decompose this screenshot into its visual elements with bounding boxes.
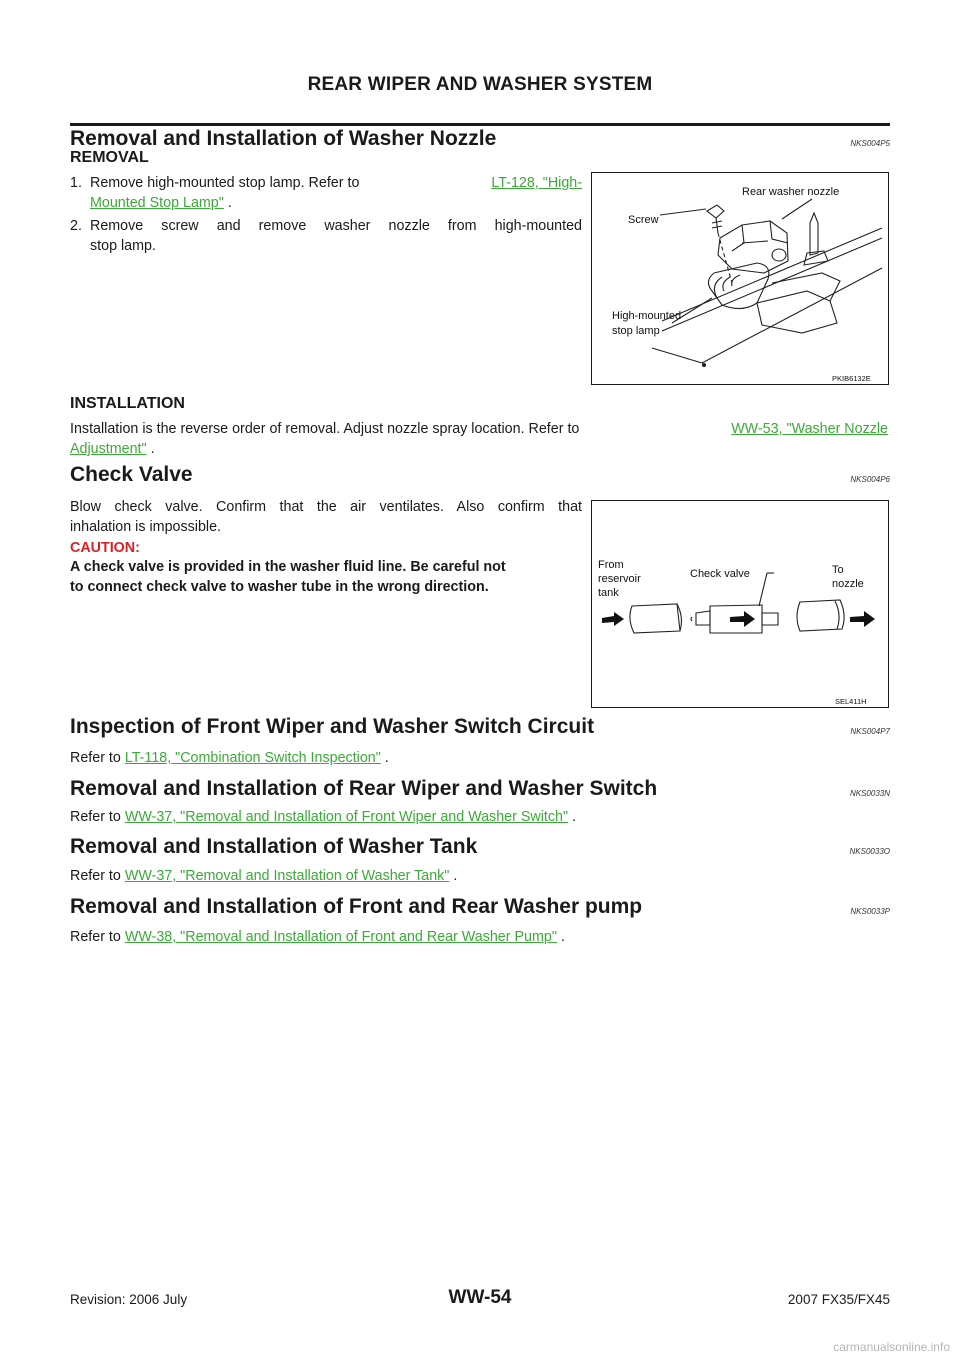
removal-step-2 xyxy=(70,216,582,256)
refer-to-text: Refer to xyxy=(70,809,125,825)
caution-label: CAUTION: xyxy=(70,540,140,556)
label-screw: Screw xyxy=(628,214,659,226)
ref-end: . xyxy=(568,809,576,825)
label-from: From xyxy=(598,559,624,571)
label-high-mounted: High-mounted xyxy=(612,310,682,322)
step-text: stop lamp. xyxy=(90,238,156,254)
installation-heading: INSTALLATION xyxy=(70,395,185,412)
section-title-washer-tank: Removal and Installation of Washer Tank xyxy=(70,835,478,858)
caution-line: A check valve is provided in the washer fluid line. Be careful not xyxy=(70,559,506,575)
refer-to-text: Refer to xyxy=(70,750,125,766)
step-text: Remove high-mounted stop lamp. Refer to xyxy=(90,175,360,191)
section-code-nozzle: NKS004P5 xyxy=(850,139,890,148)
removal-step-1 xyxy=(70,173,582,213)
install-end: . xyxy=(146,441,155,457)
link-ww-37-tank[interactable]: WW-37, "Removal and Installation of Washer Tank" xyxy=(124,868,450,884)
section-title-washer-pump: Removal and Installation of Front and Rear Washer pump xyxy=(70,895,643,918)
check-valve-text xyxy=(70,497,582,537)
header-rule xyxy=(70,123,890,126)
section-code-tank: NKS0033O xyxy=(849,847,890,856)
figure-id: PKIB6132E xyxy=(832,374,871,383)
section-code-inspection: NKS004P7 xyxy=(850,727,890,736)
label-to: To xyxy=(832,564,844,576)
rear-switch-ref xyxy=(70,807,576,827)
ref-end: . xyxy=(556,929,565,945)
ref-end: . xyxy=(449,868,458,884)
caution-text xyxy=(70,557,582,597)
page-number: WW-54 xyxy=(448,1287,512,1308)
label-check-valve: Check valve xyxy=(690,568,750,580)
label-nozzle: nozzle xyxy=(832,578,864,590)
figure-check-valve xyxy=(591,500,889,708)
section-code-check-valve: NKS004P6 xyxy=(850,475,890,484)
footer-model: 2007 FX35/FX45 xyxy=(787,1292,890,1307)
label-reservoir: reservoir xyxy=(598,573,641,585)
link-lt-128-cont[interactable]: Mounted Stop Lamp" xyxy=(90,195,224,211)
section-title-check-valve: Check Valve xyxy=(70,463,193,486)
tank-ref xyxy=(70,866,457,886)
link-ww-37-switch[interactable]: WW-37, "Removal and Installation of Front Wiper and Washer Switch" xyxy=(124,809,569,825)
step-text: Remove screw and remove washer nozzle from high-mounted xyxy=(90,218,582,234)
check-valve-line: inhalation is impossible. xyxy=(70,519,221,535)
figure-washer-nozzle xyxy=(591,172,889,385)
refer-to-text: Refer to xyxy=(70,868,125,884)
installation-text xyxy=(70,419,888,459)
figure-id: SEL411H xyxy=(835,697,867,706)
link-lt-128[interactable]: LT-128, "High- xyxy=(491,175,582,191)
label-rear-washer-nozzle: Rear washer nozzle xyxy=(742,186,840,198)
removal-steps xyxy=(70,173,582,256)
footer-revision: Revision: 2006 July xyxy=(70,1292,188,1307)
section-title-washer-nozzle: Removal and Installation of Washer Nozzle xyxy=(70,127,497,150)
step-number: 2. xyxy=(70,218,82,234)
watermark: carmanualsonline.info xyxy=(833,1340,950,1354)
ref-end: . xyxy=(380,750,389,766)
removal-heading: REMOVAL xyxy=(70,149,149,166)
section-title-rear-switch: Removal and Installation of Rear Wiper and Washer Switch xyxy=(70,777,658,800)
caution-line: to connect check valve to washer tube in the wrong direction. xyxy=(70,579,489,595)
page-header-title: REAR WIPER AND WASHER SYSTEM xyxy=(307,74,653,95)
label-tank: tank xyxy=(598,587,619,599)
pump-ref xyxy=(70,927,565,947)
install-body: Installation is the reverse order of removal. Adjust nozzle spray location. Refer to xyxy=(70,421,580,437)
step-number: 1. xyxy=(70,175,82,191)
section-code-rear-switch: NKS0033N xyxy=(849,789,890,798)
step-end: . xyxy=(223,195,232,211)
check-valve-line: Blow check valve. Confirm that the air ventilates. Also confirm that xyxy=(70,499,582,515)
inspection-ref xyxy=(70,748,389,768)
check-valve-illustration xyxy=(592,501,888,707)
washer-nozzle-illustration xyxy=(592,173,888,384)
link-ww-53[interactable]: WW-53, "Washer Nozzle xyxy=(731,421,888,437)
link-ww-38[interactable]: WW-38, "Removal and Installation of Front and Rear Washer Pump" xyxy=(124,929,557,945)
link-lt-118[interactable]: LT-118, "Combination Switch Inspection" xyxy=(124,750,381,766)
section-code-pump: NKS0033P xyxy=(850,907,890,916)
link-ww-53-cont[interactable]: Adjustment" xyxy=(70,441,147,457)
label-stop-lamp: stop lamp xyxy=(612,325,660,337)
refer-to-text: Refer to xyxy=(70,929,125,945)
section-title-inspection: Inspection of Front Wiper and Washer Switch Circuit xyxy=(70,715,595,738)
